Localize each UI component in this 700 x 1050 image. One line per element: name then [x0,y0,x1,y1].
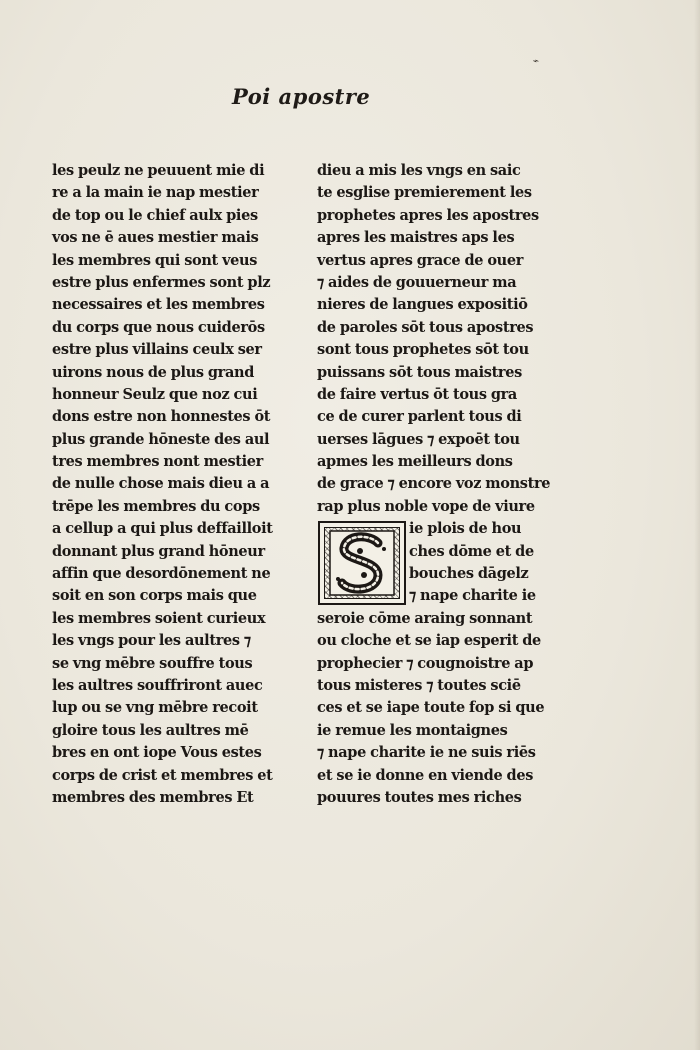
text-line: prophecier ⁊ cougnoistre ap [317,654,534,672]
text-line: les peulz ne peuuent mie di [52,162,265,179]
text-line: les vngs pour les aultres ⁊ [52,632,251,650]
text-line: lup ou se vng mēbre recoit [52,699,258,717]
text-line: membres des membres Et [52,788,254,806]
text-line: affin que desordōnement ne [52,565,271,583]
decorated-initial [318,521,406,605]
text-line: ⁊ nape charite ie [409,587,536,605]
text-line: te esglise premierement les [317,184,532,202]
text-line: de grace ⁊ encore voz monstre [317,475,551,493]
text-line: a cellup a qui plus deffailloit [52,520,273,538]
text-line: pouures toutes mes riches [317,788,522,806]
text-line: dieu a mis les vngs en saic [317,162,521,179]
text-line: ⁊ aides de gouuerneur ma [317,273,517,291]
text-line: sont tous prophetes sōt tou [317,341,529,359]
text-line: nieres de langues expositiō [317,296,528,314]
text-line: plus grande hōneste des aul [52,430,270,448]
text-line: bouches dāgelz [409,565,529,583]
text-line: ⁊ nape charite ie ne suis riēs [317,744,536,762]
text-line: de top ou le chief aulx pies [52,206,258,224]
text-line: re a la main ie nap mestier [52,184,259,202]
text-line: uerses lāgues ⁊ expoēt tou [317,430,520,448]
text-line: trēpe les membres du cops [52,497,260,515]
text-line: seroie cōme araing sonnant [317,609,533,627]
text-line: et se ie donne en viende des [317,766,534,784]
corner-mark: ⌁ [532,55,540,68]
text-line: apmes les meilleurs dons [317,453,513,471]
text-line: les membres qui sont veus [52,251,258,269]
text-line: ces et se iape toute fop si que [317,699,545,717]
text-line: ches dōme et de [409,542,534,560]
text-line: uirons nous de plus grand [52,363,254,381]
running-head: Poi apostre [232,84,371,109]
text-line: soit en son corps mais que [52,587,257,605]
text-line: apres les maistres aps les [317,229,515,247]
text-line: honneur Seulz que noz cui [52,385,258,403]
initial-letter-graphic [320,523,404,603]
text-line: rap plus noble vope de viure [317,497,535,515]
text-line: de nulle chose mais dieu a a [52,475,270,493]
text-line: vos ne ē aues mestier mais [52,229,259,247]
text-line: gloire tous les aultres mē [52,721,249,739]
text-line: ie remue les montaignes [317,721,508,739]
text-line: vertus apres grace de ouer [317,251,524,269]
text-line: ou cloche et se iap esperit de [317,632,541,650]
text-line: de paroles sōt tous apostres [317,318,534,336]
page-edge [694,0,700,1050]
text-line: estre plus enfermes sont plz [52,273,271,291]
text-line: ce de curer parlent tous di [317,408,522,426]
text-line: les aultres souffriront auec [52,676,263,694]
text-line: tous misteres ⁊ toutes sciē [317,676,521,694]
text-line: du corps que nous cuiderōs [52,318,265,336]
text-line: prophetes apres les apostres [317,206,539,224]
text-line: estre plus villains ceulx ser [52,341,262,359]
text-line: dons estre non honnestes ōt [52,408,271,426]
text-line: corps de crist et membres et [52,766,273,784]
text-line: se vng mēbre souffre tous [52,654,253,672]
text-line: bres en ont iope Vous estes [52,744,262,762]
text-line: de faire vertus ōt tous gra [317,385,517,403]
left-column [52,160,274,809]
text-line: necessaires et les membres [52,296,265,314]
text-line: ie plois de hou [409,520,522,538]
text-line: donnant plus grand hōneur [52,542,265,560]
text-line: tres membres nont mestier [52,453,263,471]
text-line: puissans sōt tous maistres [317,363,522,381]
text-line: les membres soient curieux [52,609,266,627]
right-column [317,160,551,809]
